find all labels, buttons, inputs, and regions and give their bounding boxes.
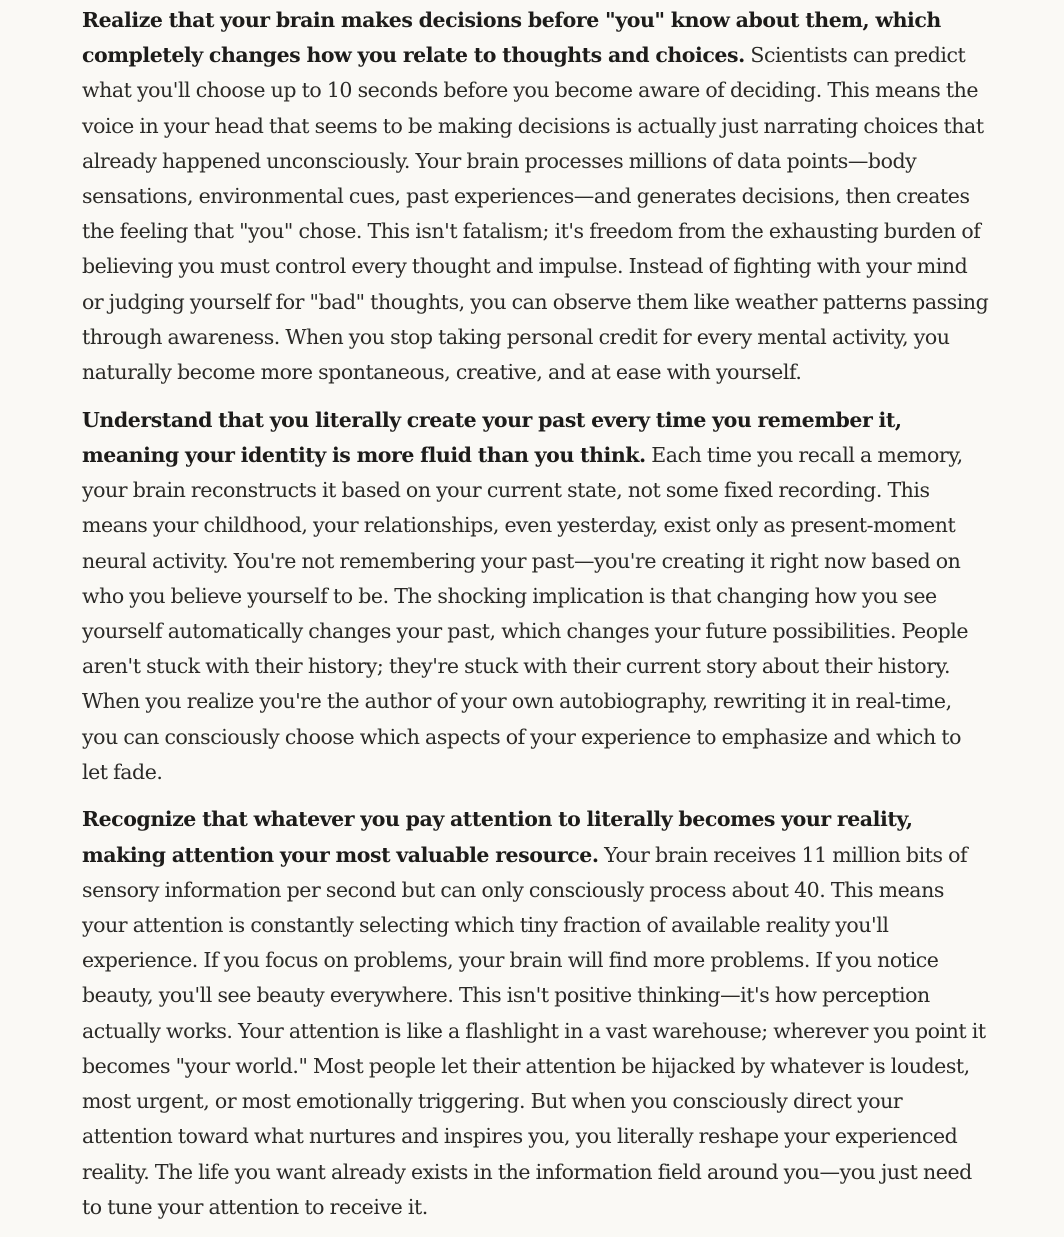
paragraph-body: Your brain receives 11 million bits of sensory information per second but can only consciously process about 40. This means your attention is constantly selecting which tiny fraction of available reality you'll experience. If you focus on problems, your brain will find more problems. If you notice beauty, you'll see beauty everywhere. This isn't positive thinking—it's how perception actually works. Your attention is like a flashlight in a vast warehouse; wherever you point it becomes "your world." Most people let their attention be hijacked by whatever is loudest, most urgent, or most emotionally triggering. But when you consciously direct your attention toward what nurtures and inspires you, you literally reshape your experienced reality. The life you want already exists in the information field around you—you just need to tune your attention to receive it. xyxy=(82,842,986,1219)
article-body xyxy=(82,3,992,1237)
paragraph-brain-decisions xyxy=(82,3,992,390)
paragraph-lead: Realize that your brain makes decisions before "you" know about them, which completely changes how you relate to thoughts and choices. xyxy=(82,8,941,68)
paragraph-lead: Understand that you literally create your past every time you remember it, meaning your identity is more fluid than you think. xyxy=(82,407,902,467)
paragraph-body: Each time you recall a memory, your brain reconstructs it based on your current state, not some fixed recording. This means your childhood, your relationships, even yesterday, exist only as present-moment neural activity. You're not remembering your past—you're creating it right now based on who you believe yourself to be. The shocking implication is that changing how you see yourself automatically changes your past, which changes your future possibilities. People aren't stuck with their history; they're stuck with their current story about their history. When you realize you're the author of your own autobiography, rewriting it in real-time, you can consciously choose which aspects of your experience to emphasize and which to let fade. xyxy=(82,442,969,784)
paragraph-attention-reality xyxy=(82,802,992,1224)
paragraph-body: Scientists can predict what you'll choose up to 10 seconds before you become aware of deciding. This means the voice in your head that seems to be making decisions is actually just narrating choices that already happened unconsciously. Your brain processes millions of data points—body sensations, environmental cues, past experiences—and generates decisions, then creates the feeling that "you" chose. This isn't fatalism; it's freedom from the exhausting burden of believing you must control every thought and impulse. Instead of fighting with your mind or judging yourself for "bad" thoughts, you can observe them like weather patterns passing through awareness. When you stop taking personal credit for every mental activity, you naturally become more spontaneous, creative, and at ease with yourself. xyxy=(82,43,989,385)
paragraph-lead: Recognize that whatever you pay attention to literally becomes your reality, making attention your most valuable resource. xyxy=(82,807,913,867)
paragraph-create-past xyxy=(82,403,992,790)
